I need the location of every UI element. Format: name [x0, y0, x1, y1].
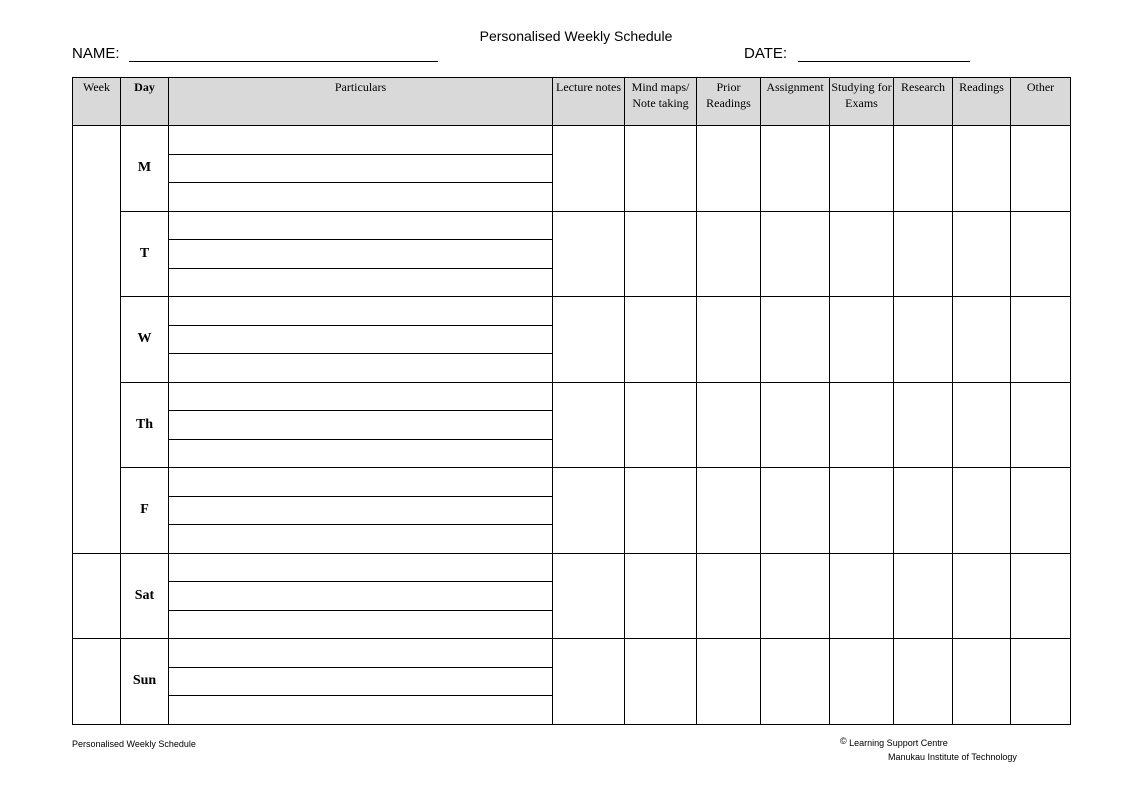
date-field-line [798, 61, 970, 62]
assignment-cell[interactable] [761, 639, 830, 725]
table-row [73, 126, 1071, 155]
lecture-notes-cell[interactable] [553, 639, 625, 725]
copyright-symbol: © [840, 736, 847, 746]
readings-cell[interactable] [953, 553, 1011, 639]
mind-maps-cell[interactable] [625, 468, 697, 554]
day-cell-friday: F [121, 468, 169, 554]
header-row [73, 78, 1071, 126]
particulars-line[interactable] [169, 553, 553, 582]
readings-cell[interactable] [953, 211, 1011, 297]
table-row [73, 468, 1071, 497]
prior-readings-cell[interactable] [697, 211, 761, 297]
studying-for-exams-cell[interactable] [830, 297, 894, 383]
column-header-particulars: Particulars [169, 78, 553, 126]
column-header-research: Research [894, 78, 953, 126]
research-cell[interactable] [894, 126, 953, 212]
prior-readings-cell[interactable] [697, 553, 761, 639]
lecture-notes-cell[interactable] [553, 297, 625, 383]
prior-readings-cell[interactable] [697, 468, 761, 554]
table-row [73, 553, 1071, 582]
mind-maps-cell[interactable] [625, 126, 697, 212]
table-row [73, 211, 1071, 240]
other-cell[interactable] [1011, 382, 1071, 468]
prior-readings-cell[interactable] [697, 382, 761, 468]
other-cell[interactable] [1011, 553, 1071, 639]
week-cell-saturday[interactable] [73, 553, 121, 639]
column-header-studying-for-exams: Studying for Exams [830, 78, 894, 126]
research-cell[interactable] [894, 639, 953, 725]
column-header-readings: Readings [953, 78, 1011, 126]
mind-maps-cell[interactable] [625, 297, 697, 383]
table-row [73, 639, 1071, 668]
particulars-line[interactable] [169, 525, 553, 554]
studying-for-exams-cell[interactable] [830, 553, 894, 639]
name-field-line [129, 61, 438, 62]
week-cell-weekdays[interactable] [73, 126, 121, 554]
day-cell-monday: M [121, 126, 169, 212]
lecture-notes-cell[interactable] [553, 211, 625, 297]
other-cell[interactable] [1011, 297, 1071, 383]
footer-document-title: Personalised Weekly Schedule [72, 739, 196, 749]
particulars-line[interactable] [169, 183, 553, 212]
particulars-line[interactable] [169, 126, 553, 155]
day-cell-wednesday: W [121, 297, 169, 383]
other-cell[interactable] [1011, 639, 1071, 725]
particulars-line[interactable] [169, 325, 553, 354]
particulars-line[interactable] [169, 610, 553, 639]
day-cell-sunday: Sun [121, 639, 169, 725]
particulars-line[interactable] [169, 240, 553, 269]
column-header-day: Day [121, 78, 169, 126]
day-cell-tuesday: T [121, 211, 169, 297]
particulars-line[interactable] [169, 439, 553, 468]
particulars-line[interactable] [169, 696, 553, 725]
mind-maps-cell[interactable] [625, 553, 697, 639]
prior-readings-cell[interactable] [697, 639, 761, 725]
assignment-cell[interactable] [761, 211, 830, 297]
footer-organisation [840, 738, 948, 748]
particulars-line[interactable] [169, 496, 553, 525]
readings-cell[interactable] [953, 639, 1011, 725]
particulars-line[interactable] [169, 154, 553, 183]
readings-cell[interactable] [953, 297, 1011, 383]
studying-for-exams-cell[interactable] [830, 468, 894, 554]
studying-for-exams-cell[interactable] [830, 382, 894, 468]
readings-cell[interactable] [953, 468, 1011, 554]
table-row [73, 382, 1071, 411]
column-header-mind-maps: Mind maps/ Note taking [625, 78, 697, 126]
assignment-cell[interactable] [761, 297, 830, 383]
studying-for-exams-cell[interactable] [830, 126, 894, 212]
research-cell[interactable] [894, 553, 953, 639]
particulars-line[interactable] [169, 468, 553, 497]
prior-readings-cell[interactable] [697, 297, 761, 383]
prior-readings-cell[interactable] [697, 126, 761, 212]
lecture-notes-cell[interactable] [553, 382, 625, 468]
assignment-cell[interactable] [761, 468, 830, 554]
mind-maps-cell[interactable] [625, 382, 697, 468]
column-header-assignment: Assignment [761, 78, 830, 126]
particulars-line[interactable] [169, 639, 553, 668]
column-header-week: Week [73, 78, 121, 126]
footer-institute: Manukau Institute of Technology [888, 752, 1017, 762]
particulars-line[interactable] [169, 268, 553, 297]
particulars-line[interactable] [169, 582, 553, 611]
date-label: DATE: [744, 45, 788, 62]
particulars-line[interactable] [169, 211, 553, 240]
particulars-line[interactable] [169, 667, 553, 696]
assignment-cell[interactable] [761, 553, 830, 639]
research-cell[interactable] [894, 382, 953, 468]
particulars-line[interactable] [169, 411, 553, 440]
research-cell[interactable] [894, 468, 953, 554]
lecture-notes-cell[interactable] [553, 553, 625, 639]
other-cell[interactable] [1011, 468, 1071, 554]
footer-centre-name: Learning Support Centre [849, 738, 948, 748]
column-header-other: Other [1011, 78, 1071, 126]
lecture-notes-cell[interactable] [553, 126, 625, 212]
studying-for-exams-cell[interactable] [830, 211, 894, 297]
other-cell[interactable] [1011, 211, 1071, 297]
other-cell[interactable] [1011, 126, 1071, 212]
particulars-line[interactable] [169, 297, 553, 326]
column-header-lecture-notes: Lecture notes [553, 78, 625, 126]
lecture-notes-cell[interactable] [553, 468, 625, 554]
schedule-table [72, 77, 1071, 725]
mind-maps-cell[interactable] [625, 211, 697, 297]
research-cell[interactable] [894, 297, 953, 383]
studying-for-exams-cell[interactable] [830, 639, 894, 725]
particulars-line[interactable] [169, 354, 553, 383]
assignment-cell[interactable] [761, 382, 830, 468]
name-label: NAME: [72, 45, 120, 62]
readings-cell[interactable] [953, 382, 1011, 468]
readings-cell[interactable] [953, 126, 1011, 212]
table-row [73, 297, 1071, 326]
week-cell-sunday[interactable] [73, 639, 121, 725]
column-header-prior-readings: Prior Readings [697, 78, 761, 126]
mind-maps-cell[interactable] [625, 639, 697, 725]
research-cell[interactable] [894, 211, 953, 297]
day-cell-thursday: Th [121, 382, 169, 468]
particulars-line[interactable] [169, 382, 553, 411]
day-cell-saturday: Sat [121, 553, 169, 639]
assignment-cell[interactable] [761, 126, 830, 212]
page-title: Personalised Weekly Schedule [479, 28, 673, 44]
